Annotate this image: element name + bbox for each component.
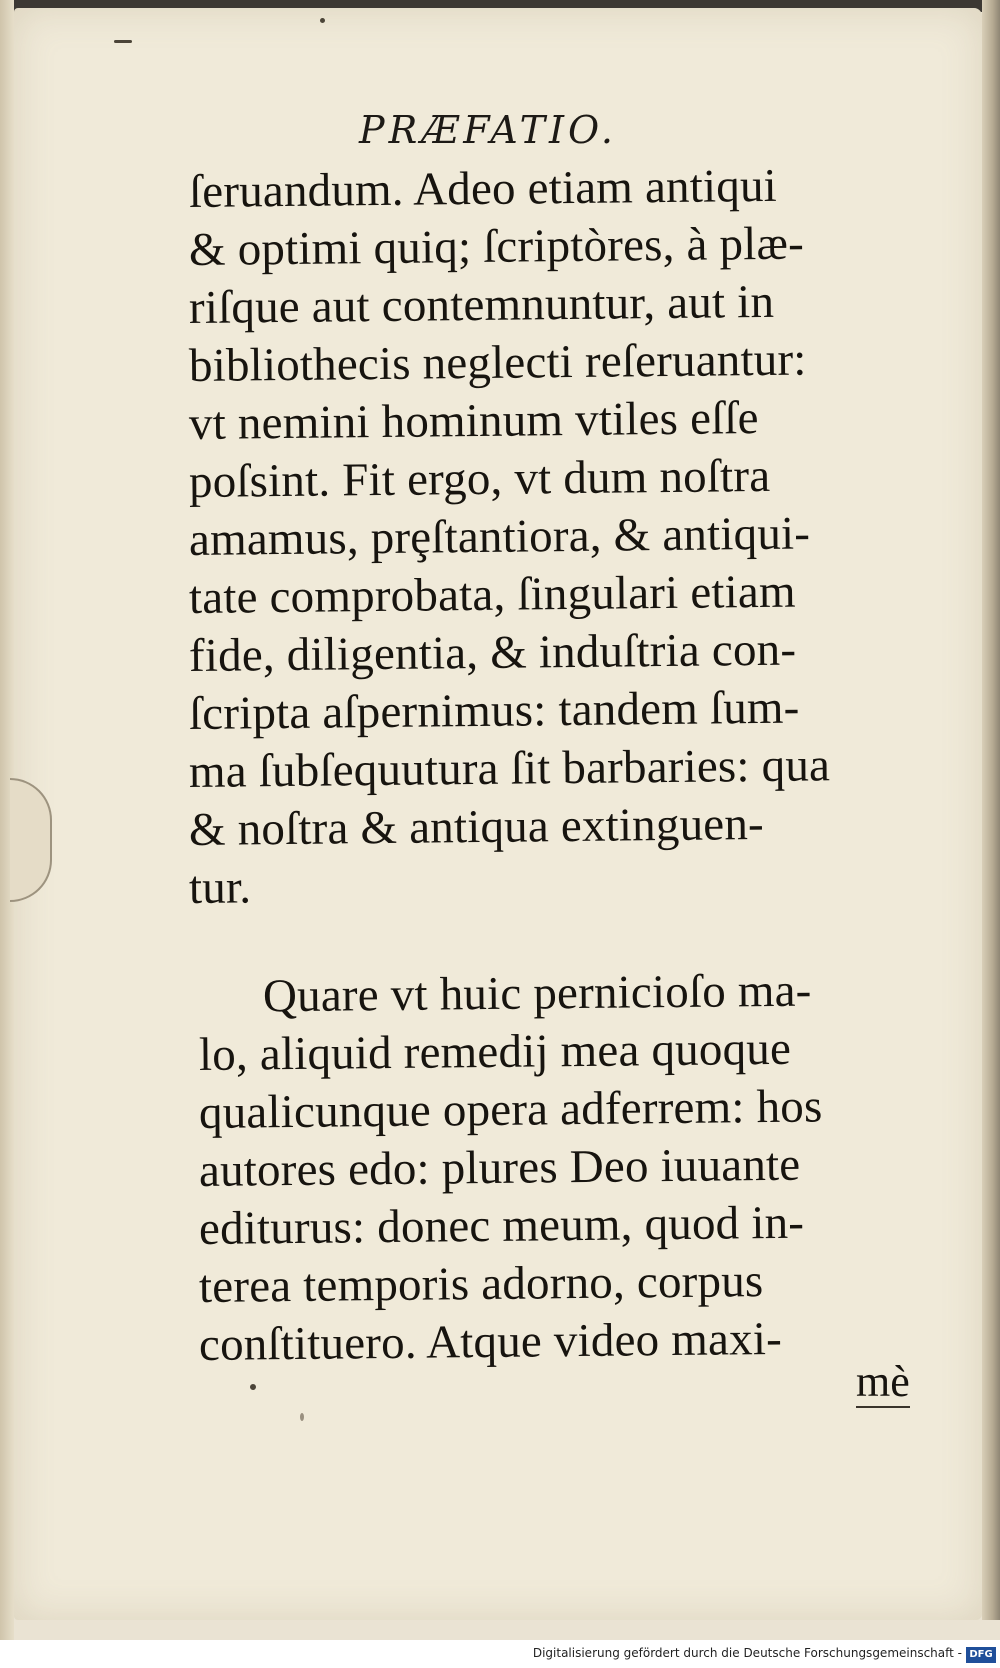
text-line: amamus, prȩſtantiora, & antiqui- bbox=[188, 507, 811, 566]
text-line: terea temporis adorno, corpus bbox=[198, 1255, 764, 1313]
text-line: fide, diligentia, & induſtria con- bbox=[188, 623, 797, 682]
text-line: ſcripta aſpernimus: tandem ſum- bbox=[188, 681, 800, 740]
text-line: Quare vt huic pernicioſo ma- bbox=[262, 964, 812, 1023]
text-line: & noſtra & antiqua extinguen- bbox=[188, 797, 765, 856]
text-line: bibliothecis neglecti reſeruantur: bbox=[188, 333, 807, 392]
paragraph-1 bbox=[188, 159, 831, 917]
digitization-footer bbox=[0, 1644, 1000, 1668]
text-line: ſeruandum. Adeo etiam antiqui bbox=[188, 159, 778, 218]
ink-speck bbox=[250, 1384, 256, 1390]
ink-speck bbox=[320, 18, 325, 23]
text-line: vt nemini hominum vtiles eſſe bbox=[188, 392, 759, 450]
text-line: & optimi quiq; ſcriptòres, à plæ- bbox=[188, 217, 805, 276]
text-line: qualicunque opera adferrem: hos bbox=[198, 1080, 823, 1139]
text-line: riſque aut contemnuntur, aut in bbox=[188, 275, 775, 334]
book-page bbox=[14, 8, 982, 1620]
text-line: lo, aliquid remedij mea quoque bbox=[198, 1022, 792, 1081]
running-head: PRÆFATIO. bbox=[359, 108, 618, 152]
dfg-logo-icon: DFG bbox=[966, 1647, 996, 1663]
text-line: tur. bbox=[188, 861, 252, 914]
page-right-edge bbox=[982, 0, 1000, 1620]
text-line: autores edo: plures Deo iuuante bbox=[198, 1138, 801, 1197]
catchword: mè bbox=[856, 1357, 910, 1406]
text-line: tate comprobata, ſingulari etiam bbox=[188, 565, 796, 624]
text-line: editurus: donec meum, quod in- bbox=[198, 1196, 805, 1255]
paragraph-2 bbox=[198, 964, 823, 1374]
digitization-credit: Digitalisierung gefördert durch die Deutsche Forschungsgemeinschaft - bbox=[532, 1646, 962, 1660]
text-line: conſtituero. Atque video maxi- bbox=[198, 1312, 783, 1371]
binding-tab bbox=[10, 778, 52, 902]
ink-speck bbox=[114, 40, 132, 43]
text-line: ma ſubſequutura ſit barbaries: qua bbox=[188, 739, 831, 798]
ink-speck bbox=[300, 1413, 304, 1421]
text-line: poſsint. Fit ergo, vt dum noſtra bbox=[188, 449, 771, 508]
